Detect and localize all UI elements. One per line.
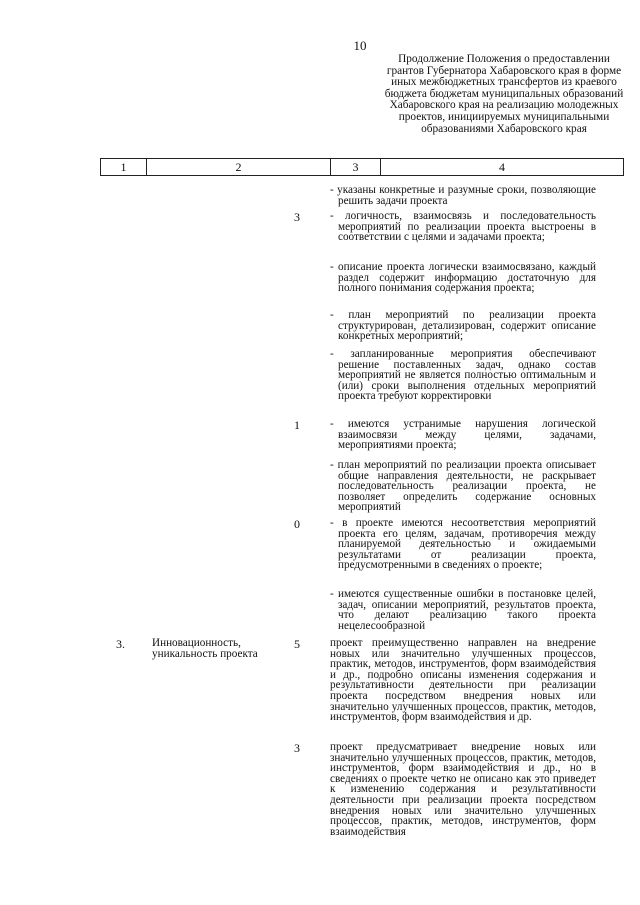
criterion-item: проект предусматривает внедрение новых или значительно улучшенных процессов, практик, методов, инструментов, форм взаимодействия и др., но в сведениях о проекте четко не описано как это приведет к изменению содержания и результативности деятельности при реализации проекта посредством внедрения новых или значительно улучшенных процессов, практик, методов, инструментов, форм взаимодействия [330,741,596,838]
criterion-item: - указаны конкретные и разумные сроки, позволяющие решить задачи проекта [330,184,596,207]
page-number: 10 [353,38,367,53]
criterion-item: - описание проекта логически взаимосвязано, каждый раздел содержит информацию достаточную для полного понимания содержания проекта; [330,261,596,295]
criterion-item: - план мероприятий по реализации проекта структурирован, детализирован, содержит описание конкретных мероприятий; [330,309,596,343]
document-header: Продолжение Положения о предоставлении грантов Губернатора Хабаровского края в форме иных межбюджетных трансфертов из краевого бюджета бюджетам муниципальных образований Хабаровского края на реализацию молодежных проектов, инициируемых муниципальными образованиями Хабаровского края [384,53,624,135]
column-header-2: 2 [147,159,331,175]
table-header-row [100,158,624,176]
criterion-item: - в проекте имеются несоответствия мероприятий проекта его целям, задачам, противоречия между планируемой деятельностью и ожидаемыми результатами от реализации проекта, предусмотренными в сведениях о проекте; [330,517,596,572]
row-number: 3. [116,637,125,651]
criterion-name: Инновационность, уникальность проекта [152,637,258,661]
criterion-item: - план мероприятий по реализации проекта описывает общие направления деятельности, не раскрывает последовательность реализации проекта, не позволяет определить содержание основных мероприятий [330,459,596,514]
score-3: 3 [294,210,300,224]
score-0: 0 [294,517,300,531]
column-header-3: 3 [331,159,381,175]
criterion-item: - имеются существенные ошибки в постановке целей, задач, описании мероприятий, результатов проекта, что делают реализацию такого проекта нецелесообразной [330,588,596,632]
score-3-innovation: 3 [294,741,300,755]
score-5: 5 [294,637,300,651]
criterion-item: проект преимущественно направлен на внедрение новых или значительно улучшенных процессов, практик, методов, инструментов, форм взаимодействия и др., подробно описаны изменения содержания и результативности деятельности при реализации проекта посредством внедрения новых или значительно улучшенных процессов, практик, методов, инструментов, форм взаимодействия и др. [330,637,596,724]
column-header-4: 4 [499,160,505,174]
criterion-item: - запланированные мероприятия обеспечивают решение поставленных задач, однако состав мероприятий не является полностью оптимальным и (или) сроки выполнения отдельных мероприятий проекта требуют корректировки [330,348,596,403]
criterion-item: - имеются устранимые нарушения логической взаимосвязи между целями, задачами, мероприятиями проекта; [330,418,596,452]
score-1: 1 [294,418,300,432]
criterion-item: - логичность, взаимосвязь и последовательность мероприятий по реализации проекта выстроены в соответствии с целями и задачами проекта; [330,210,596,244]
column-header-1: 1 [101,159,147,175]
